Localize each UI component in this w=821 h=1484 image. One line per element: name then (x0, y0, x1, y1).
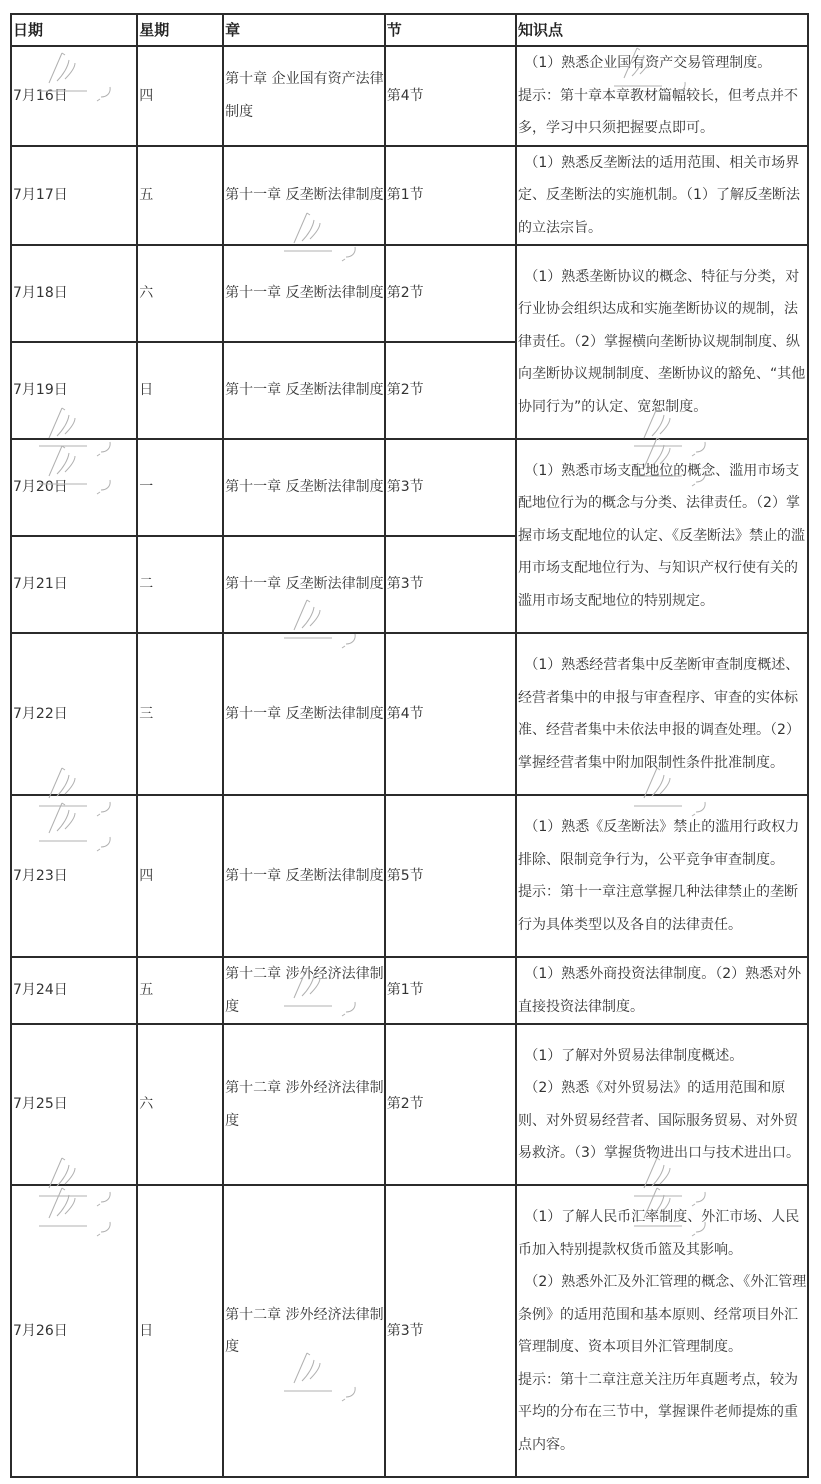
knowledge-point-line: 提示：第十二章注意关注历年真题考点，较为平均的分布在三节中，掌握课件老师提炼的重点内容。 (518, 1371, 799, 1453)
table-row (11, 46, 808, 146)
chapter-cell: 第十一章 反垄断法律制度 (223, 245, 385, 342)
knowledge-points-cell (516, 46, 808, 146)
chapter-cell: 第十一章 反垄断法律制度 (223, 342, 385, 439)
weekday-cell: 二 (137, 536, 223, 633)
knowledge-point-line: （1）熟悉外商投资法律制度。（2）熟悉对外直接投资法律制度。 (518, 966, 802, 1015)
knowledge-point-line: （1）熟悉《反垄断法》禁止的滥用行政权力排除、限制竞争行为，公平竞争审查制度。 (518, 819, 800, 868)
section-cell: 第3节 (385, 439, 516, 536)
weekday-cell: 三 (137, 633, 223, 795)
weekday-cell: 五 (137, 146, 223, 246)
weekday-cell: 六 (137, 1024, 223, 1185)
date-cell: 7月16日 (11, 46, 137, 146)
table-row (11, 1024, 808, 1185)
section-cell: 第3节 (385, 1185, 516, 1477)
knowledge-point-line: （1）了解人民币汇率制度、外汇市场、人民币加入特别提款权货币篮及其影响。 (518, 1209, 800, 1258)
knowledge-points-cell (516, 957, 808, 1024)
chapter-cell: 第十二章 涉外经济法律制度 (223, 957, 385, 1024)
chapter-cell: 第十二章 涉外经济法律制度 (223, 1024, 385, 1185)
weekday-cell: 四 (137, 46, 223, 146)
chapter-cell: 第十二章 涉外经济法律制度 (223, 1185, 385, 1477)
study-schedule-table (10, 13, 809, 1478)
header-date: 日期 (11, 14, 137, 46)
weekday-cell: 日 (137, 1185, 223, 1477)
weekday-cell: 日 (137, 342, 223, 439)
header-section: 节 (385, 14, 516, 46)
weekday-cell: 一 (137, 439, 223, 536)
date-cell: 7月26日 (11, 1185, 137, 1477)
table-header-row (11, 14, 808, 46)
knowledge-points-cell (516, 439, 808, 633)
section-cell: 第1节 (385, 146, 516, 246)
section-cell: 第2节 (385, 1024, 516, 1185)
section-cell: 第1节 (385, 957, 516, 1024)
knowledge-point-line: （1）熟悉反垄断法的适用范围、相关市场界定、反垄断法的实施机制。（1）了解反垄断法的立法宗旨。 (518, 154, 800, 236)
weekday-cell: 六 (137, 245, 223, 342)
knowledge-points-cell (516, 1024, 808, 1185)
date-cell: 7月17日 (11, 146, 137, 246)
knowledge-points-cell (516, 245, 808, 439)
knowledge-point-line: （1）熟悉市场支配地位的概念、滥用市场支配地位行为的概念与分类、法律责任。（2）掌握市场支配地位的认定、《反垄断法》禁止的滥用市场支配地位行为、与知识产权行使有关的滥用市场支配地位的特别规定。 (518, 462, 806, 609)
weekday-cell: 五 (137, 957, 223, 1024)
knowledge-points-cell (516, 1185, 808, 1477)
table-row (11, 1185, 808, 1477)
header-chapter: 章 (223, 14, 385, 46)
table-row (11, 245, 808, 342)
section-cell: 第3节 (385, 536, 516, 633)
chapter-cell: 第十一章 反垄断法律制度 (223, 795, 385, 957)
knowledge-point-line: （1）了解对外贸易法律制度概述。 (524, 1047, 744, 1064)
chapter-cell: 第十一章 反垄断法律制度 (223, 536, 385, 633)
knowledge-points-cell (516, 795, 808, 957)
weekday-cell: 四 (137, 795, 223, 957)
date-cell: 7月23日 (11, 795, 137, 957)
date-cell: 7月18日 (11, 245, 137, 342)
section-cell: 第4节 (385, 46, 516, 146)
table-row (11, 146, 808, 246)
knowledge-point-line: 提示：第十章本章教材篇幅较长，但考点并不多，学习中只须把握要点即可。 (518, 87, 799, 136)
section-cell: 第5节 (385, 795, 516, 957)
knowledge-point-line: （2）熟悉外汇及外汇管理的概念、《外汇管理条例》的适用范围和基本原则、经常项目外汇管理制度、资本项目外汇管理制度。 (518, 1274, 807, 1355)
chapter-cell: 第十一章 反垄断法律制度 (223, 633, 385, 795)
date-cell: 7月21日 (11, 536, 137, 633)
header-weekday: 星期 (137, 14, 223, 46)
header-knowledge-points: 知识点 (516, 14, 808, 46)
date-cell: 7月20日 (11, 439, 137, 536)
table-body (11, 46, 808, 1477)
date-cell: 7月25日 (11, 1024, 137, 1185)
table-row (11, 957, 808, 1024)
chapter-cell: 第十一章 反垄断法律制度 (223, 439, 385, 536)
knowledge-point-line: （2）熟悉《对外贸易法》的适用范围和原则、对外贸易经营者、国际服务贸易、对外贸易救济。（3）掌握货物进出口与技术进出口。 (518, 1080, 800, 1161)
date-cell: 7月24日 (11, 957, 137, 1024)
knowledge-points-cell (516, 146, 808, 246)
knowledge-points-cell (516, 633, 808, 795)
knowledge-point-line: 提示：第十一章注意掌握几种法律禁止的垄断行为具体类型以及各自的法律责任。 (518, 884, 799, 933)
section-cell: 第2节 (385, 245, 516, 342)
table-row (11, 795, 808, 957)
knowledge-point-line: （1）熟悉经营者集中反垄断审查制度概述、经营者集中的申报与审查程序、审查的实体标准、经营者集中未依法申报的调查处理。（2）掌握经营者集中附加限制性条件批准制度。 (518, 657, 800, 771)
table-row (11, 633, 808, 795)
section-cell: 第2节 (385, 342, 516, 439)
chapter-cell: 第十一章 反垄断法律制度 (223, 146, 385, 246)
date-cell: 7月22日 (11, 633, 137, 795)
knowledge-point-line: （1）熟悉企业国有资产交易管理制度。 (524, 55, 772, 71)
chapter-cell: 第十章 企业国有资产法律制度 (223, 46, 385, 146)
knowledge-point-line: （1）熟悉垄断协议的概念、特征与分类，对行业协会组织达成和实施垄断协议的规制，法律责任。（2）掌握横向垄断协议规制制度、纵向垄断协议规制制度、垄断协议的豁免、“其他协同行为”的认定、宽恕制度。 (518, 268, 806, 415)
section-cell: 第4节 (385, 633, 516, 795)
date-cell: 7月19日 (11, 342, 137, 439)
table-row (11, 439, 808, 536)
